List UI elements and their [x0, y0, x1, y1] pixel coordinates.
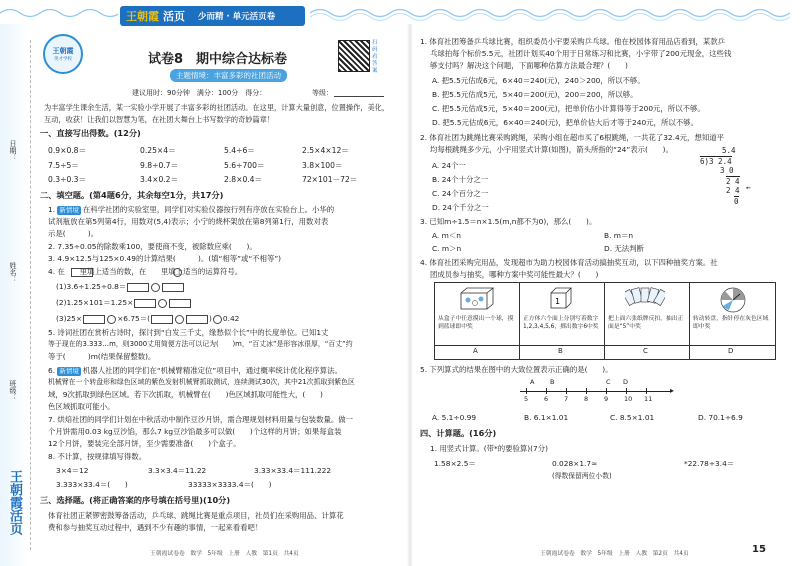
- rounding-note: (得数保留两位小数): [552, 472, 612, 480]
- nl-letter-b: B: [550, 378, 555, 386]
- binding-dashed-line: [30, 40, 31, 550]
- brand-slogan: 少而精 · 单元活页卷: [198, 12, 276, 22]
- r-q2-line-b: 均每根跳绳多少元，小宇用竖式计算(如图)，箭头所指的“24”表示( )。: [430, 145, 673, 154]
- question-2-1: 1. 新情境 在科学社团的实验室里，同学们对实验仪器按行列有序放在实验台上。小华的: [48, 205, 335, 214]
- q2-1-line-a: 在科学社团的实验室里，同学们对实验仪器按行列有序放在实验台上。小华的: [82, 205, 335, 214]
- r-q5: 5. 下列算式的结果在图中的大致位置表示正确的是( )。: [420, 365, 613, 374]
- question-2-2: 2. 7.35÷0.05的除数乘100，要使商不变，被除数应乘( )。: [48, 242, 257, 251]
- number-line-tick: [586, 388, 587, 394]
- table-divider: [604, 283, 605, 359]
- pattern-1: 3×4＝12: [56, 466, 89, 475]
- footer-grade: 5年级: [597, 551, 613, 557]
- calc-item: 3.8×100＝: [302, 161, 343, 170]
- name-label: 姓名：: [9, 262, 17, 283]
- footer-series: 王朝霞试卷卷: [150, 551, 185, 557]
- cards-icon: [625, 285, 665, 313]
- r-q1-option-a[interactable]: A. 把5.5元估成6元，6×40＝240(元)，240＞200，所以不够。: [432, 76, 645, 85]
- footer-series: 王朝霞试卷卷: [540, 551, 575, 557]
- operator-circle[interactable]: [173, 268, 182, 277]
- calc-item: 3.4×0.2＝: [140, 175, 179, 184]
- calc-vertical-1: 1.58×2.5＝: [434, 459, 476, 468]
- q2-4-text: 4. 在 里填上适当的数，在 里填上适当的运算符号。: [48, 267, 243, 276]
- number-line-axis: [520, 391, 672, 392]
- top-wave-border: [310, 4, 790, 22]
- nl-letter-d: D: [623, 378, 629, 386]
- footer-total: 共4页: [283, 551, 299, 557]
- lottery-text-b: 正方体六个面上分别写着数字1,2,3,4,5,6，掷出数字6中奖: [523, 316, 599, 330]
- q2-4-3-text: (3)25×: [56, 314, 83, 323]
- arrow-icon: ←: [746, 183, 751, 192]
- page-number: 15: [752, 544, 766, 555]
- number-line-label: 5: [524, 395, 529, 403]
- r-q5-option-c[interactable]: C. 8.5×1.01: [610, 413, 655, 422]
- pattern-5: 33333×3333.4＝( ): [188, 480, 272, 489]
- r-q2-option-d[interactable]: D. 24个千分之一: [432, 203, 489, 212]
- footer-term: 上册: [618, 551, 630, 557]
- number-line-label: 8: [584, 395, 589, 403]
- spinner-icon: [719, 286, 747, 314]
- calc-item: 0.9×0.8＝: [48, 146, 87, 155]
- question-2-8: 8. 不计算，按规律填写得数。: [48, 452, 147, 461]
- q2-5-line-b: 等于现在的3.333…m，则3000丈用简便方法可以记为( )m，“百丈冰”是形容冰很厚，“百丈”约: [48, 340, 353, 348]
- nl-letter-a: A: [530, 378, 535, 386]
- q2-6-line-a: 机器人社团的同学们在“机械臂精准定位”项目中，通过概率统计优化程序算法。: [82, 366, 342, 375]
- r-q1-option-b[interactable]: B. 把5.5元估成5元，5×40＝200(元)，200＝200，所以够。: [432, 90, 638, 99]
- section3-title: 三、选择题。(将正确答案的序号填在括号里)(10分): [40, 495, 231, 505]
- footer-subject: 数学: [580, 551, 592, 557]
- calc-vertical-2: 0.028×1.7≈: [552, 459, 598, 468]
- calc-item: 5.4÷6＝: [224, 146, 255, 155]
- footer-page: 第1页: [262, 551, 278, 557]
- operator-circle[interactable]: [175, 315, 184, 324]
- q2-5-line-c: 等于( )m(结果保留整数)。: [48, 352, 156, 361]
- calc-item: 9.8÷0.7＝: [140, 161, 179, 170]
- arrow-right-icon: ▸: [670, 386, 675, 395]
- q2-6-line-c: 域，9次抓取到绿色区域。若下次抓取，机械臂在( )色区域抓取可能性大，( ): [48, 390, 323, 399]
- section4-q1: 1. 用竖式计算。(带*的要验算)(7分): [430, 444, 549, 453]
- pattern-3: 3.33×33.4＝111.222: [254, 466, 332, 475]
- r-q5-option-b[interactable]: B. 6.1×1.01: [524, 413, 569, 422]
- operator-circle[interactable]: [213, 315, 222, 324]
- calc-item: 5.6÷700＝: [224, 161, 265, 170]
- q2-5-line-a: 5. 诗词社团在赏析古诗时，探讨到“白发三千丈，缘愁似个长”中的长度单位。已知1丈: [48, 328, 329, 337]
- r-q3: 3. 已知m÷1.5＝n×1.5(m,n都不为0)，那么( )。: [420, 217, 597, 226]
- class-label: 班级：: [9, 380, 17, 401]
- footer-edition: 人教: [635, 551, 648, 557]
- answer-box[interactable]: [83, 315, 105, 324]
- number-line-label: 7: [564, 395, 569, 403]
- number-line-label: 9: [604, 395, 609, 403]
- q2-7-line-b: 个月饼需用0.03 kg豆沙馅，那么7 kg豆沙馅最多可以做( )个这样的月饼；如果每盒装: [48, 427, 342, 436]
- r-q1-option-d[interactable]: D. 把5.5元估成6元，6×40＝240(元)，把单价估大后才等于240元，所以不够。: [432, 118, 698, 127]
- r-q1-line-a: 1. 体育社团筹备乒乓球比赛，组织委员小宇要采购乒乓球。他在校园体育用品店看到，某款乒: [420, 37, 726, 46]
- exam-title: 试卷8 期中综合达标卷: [148, 52, 288, 67]
- calc-item: 0.25×4＝: [140, 146, 176, 155]
- q2-4-3: (3)25× ×6.75＝( ) 0.42: [56, 314, 240, 323]
- nl-letter-c: C: [606, 378, 611, 386]
- calc-vertical-3: *22.78÷3.4＝: [684, 459, 735, 468]
- quotient: 5.4: [722, 146, 736, 155]
- date-label: 日期：: [9, 140, 17, 161]
- lottery-letter: D: [728, 347, 734, 355]
- q2-4-1: [56, 281, 185, 292]
- operator-circle[interactable]: [151, 283, 160, 292]
- answer-box[interactable]: [169, 299, 191, 308]
- qr-code[interactable]: [338, 40, 370, 72]
- ball-box-icon: [459, 287, 495, 311]
- number-line: [520, 378, 680, 408]
- r-q4-line-a: 4. 体育社团采购完用品，发现超市为助力校园体育活动搞抽奖互动，以下四种抽奖方案。社: [420, 258, 718, 267]
- q2-1-line-c: 示是( )。: [48, 229, 99, 238]
- footer-page: 第2页: [652, 551, 668, 557]
- r-q1-line-c: 够支付吗？解决这个问题，下面哪种估算方法最合理？( ): [430, 61, 628, 70]
- vertical-brand: 王朝霞活页: [7, 470, 22, 535]
- operator-circle[interactable]: [158, 299, 167, 308]
- number-line-tick: [566, 388, 567, 394]
- r-q1-line-b: 乓球拍每个标价5.5元，社团计划买40个用于日常练习和比赛，小宇带了200元现金，这些钱: [430, 49, 732, 58]
- lottery-letter: A: [473, 347, 478, 355]
- grade-underline[interactable]: [334, 96, 384, 97]
- q2-4-2-text: (2)1.25×101＝1.25×: [56, 298, 134, 307]
- operator-circle[interactable]: [107, 315, 116, 324]
- number-line-label: 6: [544, 395, 549, 403]
- left-wave-border: [0, 4, 118, 22]
- lottery-text-d: 转动转盘，指针停在灰色区域即中奖: [693, 316, 769, 330]
- new-context-tag: 新情境: [59, 206, 79, 214]
- section1-title: 一、直接写出得数。(12分): [40, 128, 141, 138]
- q2-4-1-text: (1)3.6÷1.25÷0.8＝: [56, 282, 127, 291]
- q2-6-line-d: 色区域抓取可能小。: [48, 402, 115, 411]
- number-line-label: 11: [644, 395, 653, 403]
- q2-4-2: [56, 297, 192, 308]
- r-q5-option-a[interactable]: A. 5.1÷0.99: [432, 413, 477, 422]
- school-logo: [43, 34, 83, 74]
- footer-right: [540, 548, 689, 557]
- long-division: [700, 146, 760, 206]
- pattern-4: 3.333×33.4＝( ): [56, 480, 128, 489]
- r-q2-option-c[interactable]: C. 24个百分之一: [432, 189, 489, 198]
- answer-box[interactable]: [151, 315, 173, 324]
- pattern-2: 3.3×3.4＝11.22: [148, 466, 207, 475]
- q2-1-line-b: 试剂瓶放在第5列第4行，用数对(5,4)表示；小宁的烧杯架放在第8列第1行，用数对表: [48, 217, 329, 226]
- q2-6-line-b: 机械臂在一个转盘形和绿色区域的紫色发射机械臂抓取测试，连续测试30次，其中21次抓取到紫色区: [48, 378, 355, 386]
- answer-box[interactable]: [134, 299, 156, 308]
- q2-7-line-a: 7. 烘焙社团的同学们计划在中秋活动中制作豆沙月饼，需合理规划材料用量与包装数量。做一: [48, 415, 354, 424]
- grade-label: 等级：: [312, 89, 333, 97]
- footer-left: [150, 548, 299, 557]
- number-line-tick: [626, 388, 627, 394]
- new-context-tag: 新情境: [59, 367, 79, 375]
- calc-item: 0.3÷0.3＝: [48, 175, 87, 184]
- r-q3-option-d[interactable]: D. 无法判断: [604, 244, 644, 253]
- lottery-letter: B: [558, 347, 563, 355]
- table-divider: [519, 283, 520, 359]
- lottery-text-c: 把上面六张纸牌反扣，抽出正面是“5”中奖: [608, 316, 684, 330]
- section3-intro-a: 体育社团正紧锣密鼓筹备活动，乒乓球、跳绳比赛是重点项目，社员们在采购用品、计算花: [48, 511, 344, 520]
- q2-4-3-text-b: ×6.75＝(: [117, 314, 151, 323]
- r-q3-option-c[interactable]: C. m＞n: [432, 244, 462, 253]
- footer-total: 共4页: [673, 551, 689, 557]
- q2-4-3-text-c: 0.42: [222, 314, 240, 323]
- calc-item: 72×101－72＝: [302, 175, 358, 184]
- answer-box[interactable]: [186, 315, 208, 324]
- table-divider: [435, 345, 775, 346]
- r-q2-option-a[interactable]: A. 24个一: [432, 161, 466, 170]
- r-q2-line-a: 2. 体育社团为跳绳比赛采购跳绳，采购小组在超市买了6根跳绳，一共花了32.4元，想知道平: [420, 133, 725, 142]
- number-line-tick: [606, 388, 607, 394]
- lottery-letter: C: [643, 347, 648, 355]
- number-line-label: 10: [624, 395, 633, 403]
- division-step: 2 4: [726, 177, 740, 186]
- logo-text: 王朝霞: [52, 46, 74, 55]
- die-icon: [549, 287, 573, 311]
- footer-grade: 5年级: [207, 551, 223, 557]
- section3-intro-b: 费和参与抽奖互动过程中，遇到不少有趣的事情，一起来看看吧！: [48, 523, 263, 532]
- qr-label: 扫码看答案: [372, 40, 378, 74]
- page-fold: [407, 24, 413, 566]
- number-line-tick: [646, 388, 647, 394]
- lottery-table: [434, 282, 776, 360]
- lottery-text-a: 从盒子中任意摸出一个球，摸到蓝球即中奖: [438, 316, 514, 330]
- answer-box[interactable]: [162, 283, 184, 292]
- exam-info: 建议用时：90分钟 满分：100分 得分：: [132, 89, 267, 97]
- footer-subject: 数学: [190, 551, 202, 557]
- number-line-tick: [546, 388, 547, 394]
- number-line-tick: [526, 388, 527, 394]
- question-2-3: 3. 4.9×12.5与125×0.49的计算结果( )。(填“相等”或“不相等”): [48, 254, 282, 263]
- calc-item: 2.8×0.4＝: [224, 175, 263, 184]
- division-step: 2 4: [726, 186, 740, 195]
- question-2-6: 6. 新情境 机器人社团的同学们在“机械臂精准定位”项目中，通过概率统计优化程序算法。: [48, 366, 342, 375]
- brand-suffix: 活页: [163, 10, 185, 23]
- logo-subtext: 英才学校: [54, 57, 72, 62]
- r-q2-option-b[interactable]: B. 24个十分之一: [432, 175, 489, 184]
- section2-title: 二、填空题。(第4题6分，其余每空1分，共17分): [40, 190, 224, 200]
- footer-term: 上册: [228, 551, 240, 557]
- answer-box[interactable]: [71, 268, 93, 277]
- section4-title: 四、计算题。(16分): [420, 428, 497, 438]
- answer-box[interactable]: [127, 283, 149, 292]
- r-q3-option-b[interactable]: B. m＝n: [604, 231, 634, 240]
- r-q3-option-a[interactable]: A. m＜n: [432, 231, 461, 240]
- division-step: 0: [734, 197, 739, 206]
- calc-item: 7.5÷5＝: [48, 161, 79, 170]
- r-q4-line-b: 团成员参与抽奖，哪种方案中奖可能性最大？( ): [430, 270, 599, 279]
- calc-item: 2.5×4×12＝: [302, 146, 349, 155]
- r-q5-option-d[interactable]: D. 70.1÷6.9: [698, 413, 743, 422]
- footer-edition: 人教: [245, 551, 258, 557]
- table-divider: [689, 283, 690, 359]
- intro-paragraph: 为丰富学生课余生活，某一实验小学开展了丰富多彩的社团活动。在这里，计算大量创意，位置操作，美化，互动，收获！让我们以智慧为笔，在社团大舞台上书写数学的奇妙篇章！: [44, 103, 390, 124]
- division-step: 3 0: [720, 166, 734, 175]
- q2-7-line-c: 12个月饼，要装完全部月饼，至少需要准备( )个盒子。: [48, 439, 241, 448]
- dividend-line: 6)3 2.4: [700, 157, 732, 166]
- r-q1-option-c[interactable]: C. 把5.5元估成5元，5×40＝200(元)，把单价估小计算得等于200元，所以不够。: [432, 104, 705, 113]
- brand-name: 王朝霞: [126, 10, 159, 23]
- theme-banner: 主题情境：丰富多彩的社团活动: [170, 69, 287, 82]
- svg-text:1: 1: [555, 297, 561, 306]
